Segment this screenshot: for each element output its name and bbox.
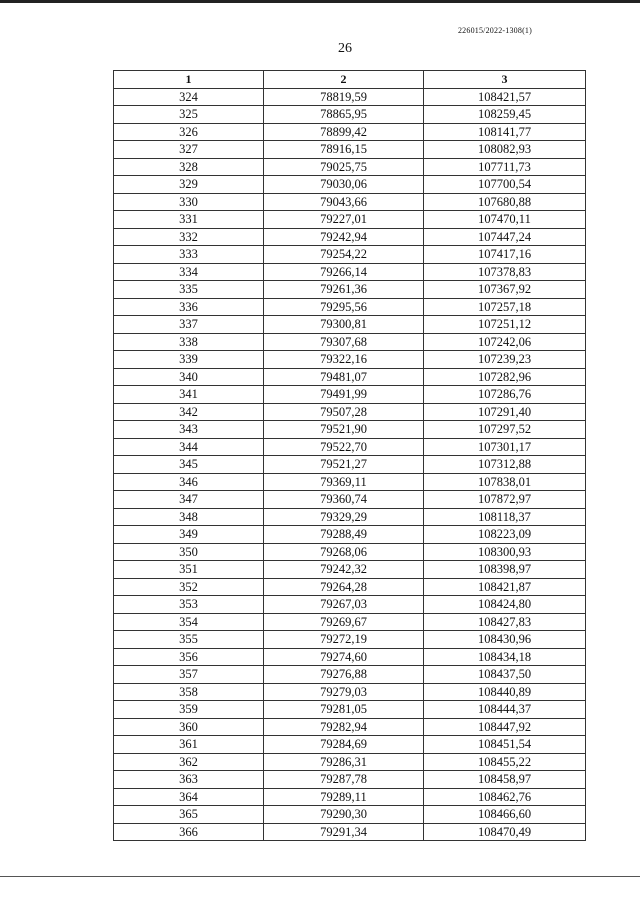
table-cell: 365 — [114, 806, 264, 824]
table-cell: 345 — [114, 456, 264, 474]
table-cell: 108118,37 — [424, 508, 586, 526]
table-cell: 108466,60 — [424, 806, 586, 824]
table-cell: 107838,01 — [424, 473, 586, 491]
table-row — [114, 158, 586, 176]
table-cell: 107239,23 — [424, 351, 586, 369]
table-row — [114, 368, 586, 386]
table-row — [114, 473, 586, 491]
table-row — [114, 386, 586, 404]
table-cell: 364 — [114, 788, 264, 806]
table-cell: 327 — [114, 141, 264, 159]
table-row — [114, 351, 586, 369]
table-cell: 79481,07 — [264, 368, 424, 386]
table-cell: 343 — [114, 421, 264, 439]
table-cell: 108447,92 — [424, 718, 586, 736]
table-row — [114, 718, 586, 736]
table-cell: 107242,06 — [424, 333, 586, 351]
table-cell: 107312,88 — [424, 456, 586, 474]
table-cell: 366 — [114, 823, 264, 841]
table-cell: 329 — [114, 176, 264, 194]
table-cell: 352 — [114, 578, 264, 596]
table-cell: 79242,32 — [264, 561, 424, 579]
table-cell: 108451,54 — [424, 736, 586, 754]
table-cell: 108462,76 — [424, 788, 586, 806]
table-cell: 79227,01 — [264, 211, 424, 229]
table-cell: 342 — [114, 403, 264, 421]
table-row — [114, 508, 586, 526]
table-row — [114, 788, 586, 806]
table-cell: 79507,28 — [264, 403, 424, 421]
table-cell: 79360,74 — [264, 491, 424, 509]
table-cell: 353 — [114, 596, 264, 614]
table-cell: 339 — [114, 351, 264, 369]
table-cell: 108437,50 — [424, 666, 586, 684]
table-body — [114, 88, 586, 841]
table-cell: 79307,68 — [264, 333, 424, 351]
table-row — [114, 211, 586, 229]
table-cell: 357 — [114, 666, 264, 684]
table-cell: 107257,18 — [424, 298, 586, 316]
column-header: 3 — [424, 71, 586, 89]
table-cell: 107711,73 — [424, 158, 586, 176]
table-cell: 337 — [114, 316, 264, 334]
table-cell: 79284,69 — [264, 736, 424, 754]
table-cell: 346 — [114, 473, 264, 491]
table-cell: 107872,97 — [424, 491, 586, 509]
table-row — [114, 806, 586, 824]
table-cell: 107367,92 — [424, 281, 586, 299]
table-cell: 108424,80 — [424, 596, 586, 614]
table-cell: 79290,30 — [264, 806, 424, 824]
table-cell: 107470,11 — [424, 211, 586, 229]
table-cell: 107447,24 — [424, 228, 586, 246]
table-cell: 333 — [114, 246, 264, 264]
table-cell: 328 — [114, 158, 264, 176]
table-cell: 335 — [114, 281, 264, 299]
table-cell: 78916,15 — [264, 141, 424, 159]
table-cell: 341 — [114, 386, 264, 404]
table-row — [114, 421, 586, 439]
table-cell: 79291,34 — [264, 823, 424, 841]
table-cell: 78865,95 — [264, 106, 424, 124]
table-cell: 347 — [114, 491, 264, 509]
table-row — [114, 228, 586, 246]
table-row — [114, 648, 586, 666]
top-rule — [0, 0, 640, 3]
table-row — [114, 666, 586, 684]
table-cell: 325 — [114, 106, 264, 124]
table-cell: 359 — [114, 701, 264, 719]
column-header: 1 — [114, 71, 264, 89]
table-row — [114, 491, 586, 509]
table-cell: 108444,37 — [424, 701, 586, 719]
table-header-row — [114, 71, 586, 89]
table-cell: 107301,17 — [424, 438, 586, 456]
table-cell: 79272,19 — [264, 631, 424, 649]
table-row — [114, 438, 586, 456]
table-cell: 107680,88 — [424, 193, 586, 211]
table-cell: 79329,29 — [264, 508, 424, 526]
table-cell: 79521,27 — [264, 456, 424, 474]
table-cell: 79491,99 — [264, 386, 424, 404]
table-cell: 79288,49 — [264, 526, 424, 544]
table-cell: 79286,31 — [264, 753, 424, 771]
table-cell: 79254,22 — [264, 246, 424, 264]
table-row — [114, 613, 586, 631]
table-cell: 332 — [114, 228, 264, 246]
table-cell: 107417,16 — [424, 246, 586, 264]
table-cell: 108421,57 — [424, 88, 586, 106]
table-cell: 108434,18 — [424, 648, 586, 666]
table-cell: 331 — [114, 211, 264, 229]
table-cell: 79287,78 — [264, 771, 424, 789]
table-cell: 79030,06 — [264, 176, 424, 194]
table-cell: 354 — [114, 613, 264, 631]
table-cell: 79267,03 — [264, 596, 424, 614]
table-row — [114, 333, 586, 351]
table-row — [114, 701, 586, 719]
table-cell: 79521,90 — [264, 421, 424, 439]
table-row — [114, 771, 586, 789]
table-cell: 356 — [114, 648, 264, 666]
table-cell: 351 — [114, 561, 264, 579]
table-row — [114, 543, 586, 561]
table-row — [114, 176, 586, 194]
table-row — [114, 561, 586, 579]
table-row — [114, 753, 586, 771]
table-row — [114, 281, 586, 299]
table-cell: 360 — [114, 718, 264, 736]
table-cell: 108455,22 — [424, 753, 586, 771]
table-cell: 108427,83 — [424, 613, 586, 631]
table-row — [114, 193, 586, 211]
table-row — [114, 88, 586, 106]
table-cell: 363 — [114, 771, 264, 789]
column-header: 2 — [264, 71, 424, 89]
table-cell: 79282,94 — [264, 718, 424, 736]
table-cell: 107291,40 — [424, 403, 586, 421]
table-row — [114, 403, 586, 421]
table-cell: 326 — [114, 123, 264, 141]
table-row — [114, 631, 586, 649]
table-cell: 79268,06 — [264, 543, 424, 561]
table-row — [114, 736, 586, 754]
table-row — [114, 823, 586, 841]
table-cell: 79269,67 — [264, 613, 424, 631]
table-cell: 79281,05 — [264, 701, 424, 719]
table-row — [114, 246, 586, 264]
table-row — [114, 526, 586, 544]
table-cell: 79279,03 — [264, 683, 424, 701]
table-cell: 79242,94 — [264, 228, 424, 246]
table-cell: 108470,49 — [424, 823, 586, 841]
page-number: 26 — [338, 41, 352, 56]
table-cell: 107297,52 — [424, 421, 586, 439]
table-cell: 78819,59 — [264, 88, 424, 106]
table-cell: 330 — [114, 193, 264, 211]
table-cell: 338 — [114, 333, 264, 351]
table-cell: 107251,12 — [424, 316, 586, 334]
table-cell: 349 — [114, 526, 264, 544]
table-cell: 108398,97 — [424, 561, 586, 579]
table-cell: 334 — [114, 263, 264, 281]
table-row — [114, 596, 586, 614]
table-row — [114, 106, 586, 124]
table-cell: 107282,96 — [424, 368, 586, 386]
table-cell: 358 — [114, 683, 264, 701]
table-cell: 108223,09 — [424, 526, 586, 544]
table-cell: 79322,16 — [264, 351, 424, 369]
table-row — [114, 298, 586, 316]
table-cell: 79264,28 — [264, 578, 424, 596]
table-cell: 340 — [114, 368, 264, 386]
table-cell: 79276,88 — [264, 666, 424, 684]
table-row — [114, 123, 586, 141]
table-row — [114, 683, 586, 701]
bottom-rule — [0, 876, 640, 877]
document-id: 226015/2022-1308(1) — [457, 26, 532, 35]
table-cell: 79369,11 — [264, 473, 424, 491]
table-cell: 107286,76 — [424, 386, 586, 404]
coordinates-table — [113, 70, 586, 841]
table-cell: 108458,97 — [424, 771, 586, 789]
table-row — [114, 578, 586, 596]
table-cell: 79274,60 — [264, 648, 424, 666]
table-cell: 79295,56 — [264, 298, 424, 316]
table-row — [114, 316, 586, 334]
table-cell: 108300,93 — [424, 543, 586, 561]
table-cell: 79266,14 — [264, 263, 424, 281]
table-cell: 108430,96 — [424, 631, 586, 649]
table-cell: 79043,66 — [264, 193, 424, 211]
table-cell: 336 — [114, 298, 264, 316]
table-cell: 79261,36 — [264, 281, 424, 299]
table-cell: 107378,83 — [424, 263, 586, 281]
table-cell: 108259,45 — [424, 106, 586, 124]
table-row — [114, 263, 586, 281]
table-cell: 362 — [114, 753, 264, 771]
table-cell: 108141,77 — [424, 123, 586, 141]
table-cell: 355 — [114, 631, 264, 649]
table-cell: 79025,75 — [264, 158, 424, 176]
table-cell: 350 — [114, 543, 264, 561]
table-cell: 361 — [114, 736, 264, 754]
table-cell: 108082,93 — [424, 141, 586, 159]
table-cell: 108421,87 — [424, 578, 586, 596]
table-cell: 324 — [114, 88, 264, 106]
table-cell: 107700,54 — [424, 176, 586, 194]
table-cell: 79300,81 — [264, 316, 424, 334]
table-row — [114, 456, 586, 474]
table-cell: 79289,11 — [264, 788, 424, 806]
table-row — [114, 141, 586, 159]
table-cell: 344 — [114, 438, 264, 456]
table-cell: 79522,70 — [264, 438, 424, 456]
table-cell: 108440,89 — [424, 683, 586, 701]
table-cell: 348 — [114, 508, 264, 526]
table-cell: 78899,42 — [264, 123, 424, 141]
